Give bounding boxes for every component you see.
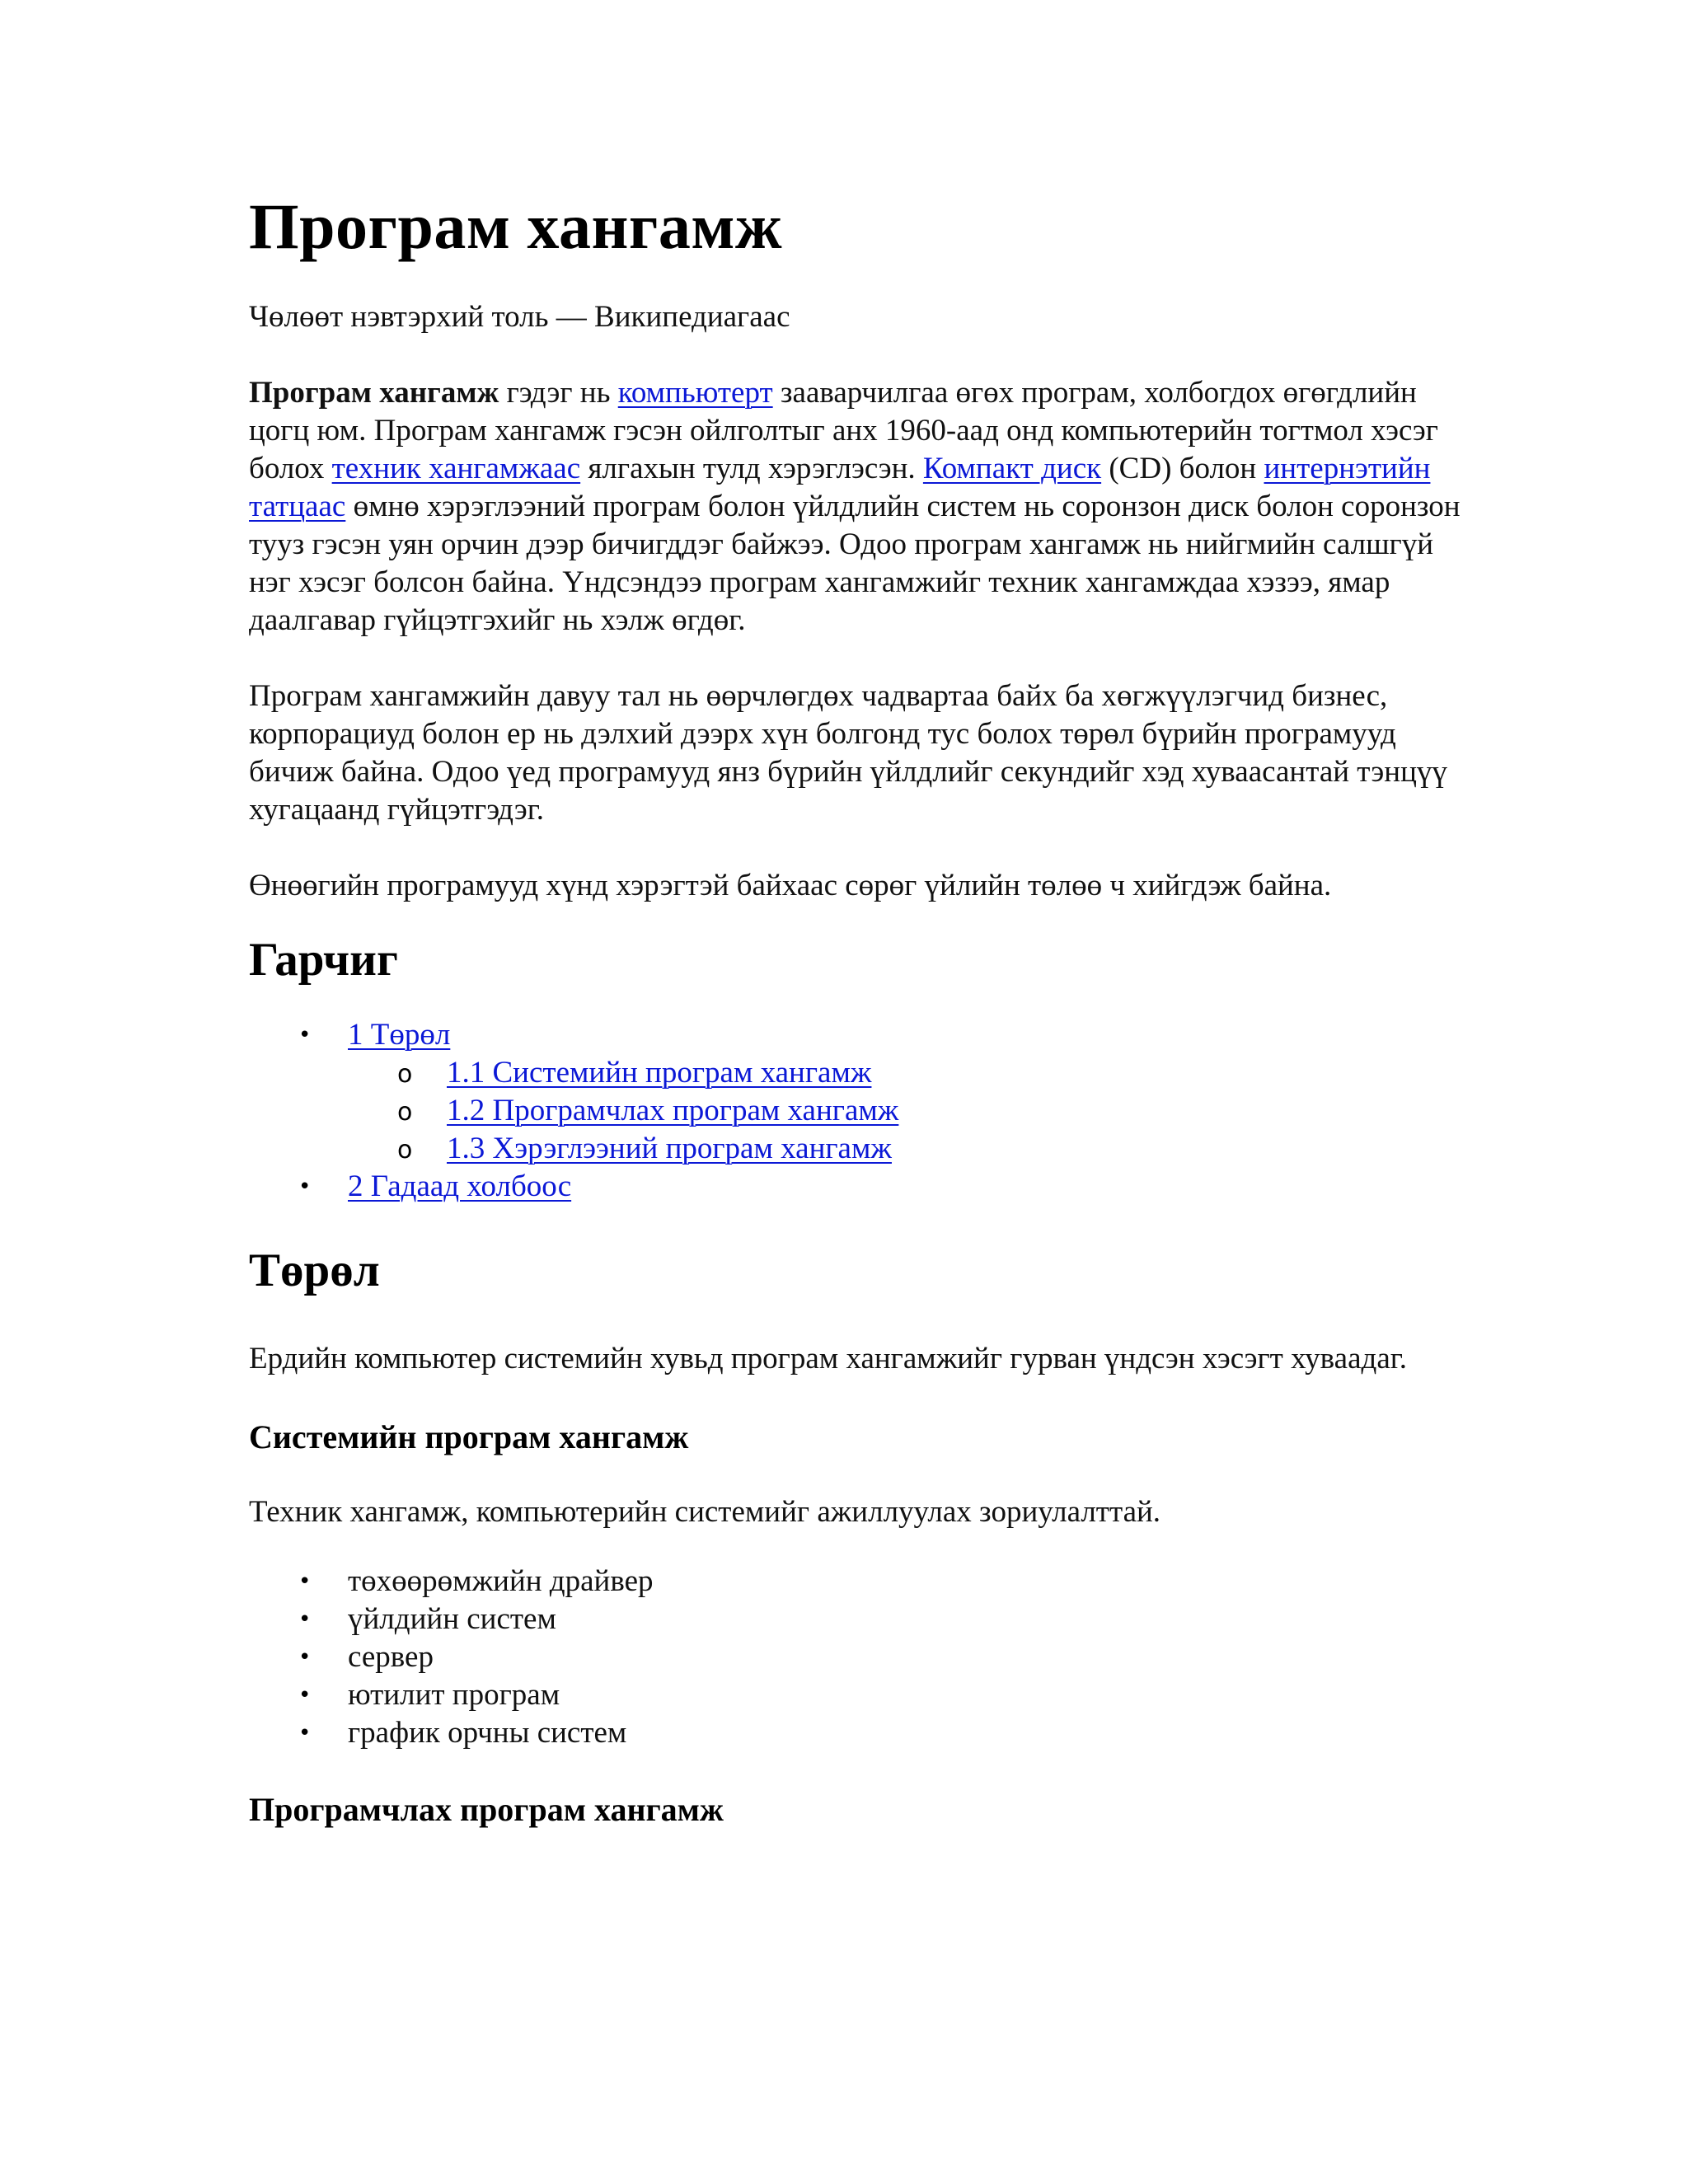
link-computer[interactable]: компьютерт	[617, 376, 773, 410]
toc-link-types[interactable]: 1 Төрөл	[348, 1018, 451, 1052]
section-intro: Ердийн компьютер системийн хувьд програм хангамжийг гурван үндсэн хэсэгт хуваадаг.	[249, 1342, 1408, 1376]
subsection-heading-programming: Програмчлах програм хангамж	[249, 1791, 724, 1828]
bullet-marker: •	[298, 1721, 312, 1746]
article-body	[249, 190, 1469, 1828]
toc-item	[249, 1168, 1469, 1206]
paragraph-advantages: Програм хангамжийн давуу тал нь өөрчлөгдөх чадвартаа байх ба хөгжүүлэгчид бизнес, корпорациуд болон ер нь дэлхий дээрх хүн болгонд тус болох төрөл бүрийн програмууд бичиж байна. Одоо үед програмууд янз бүрийн үйлдлийг секундийг хэд хуваасантай тэнцүү хугацаанд гүйцэтгэдэг.	[249, 679, 1447, 827]
bullet-marker: •	[298, 1645, 312, 1670]
intro-text: гэдэг нь	[499, 376, 618, 410]
toc-item	[249, 1092, 1469, 1130]
toc-link-system-software[interactable]: 1.1 Системийн програм хангамж	[447, 1056, 872, 1090]
link-download[interactable]: татцаас	[249, 490, 346, 523]
bullet-marker: •	[298, 1569, 312, 1594]
bullet-marker: •	[298, 1683, 312, 1708]
intro-text: (CD) болон	[1101, 452, 1264, 485]
toc-heading: Гарчиг	[249, 934, 398, 986]
toc-link-programming-software[interactable]: 1.2 Програмчлах програм хангамж	[447, 1094, 899, 1127]
list-item	[249, 1676, 1469, 1714]
link-internet[interactable]: интернэтийн	[1264, 452, 1431, 485]
list-item	[249, 1601, 1469, 1638]
table-of-contents	[249, 1016, 1469, 1206]
intro-text: ялгахын тулд хэрэглэсэн.	[580, 452, 923, 485]
intro-text: зааварчилгаа өгөх програм, холбогдох өгөгдлийн цогц юм. Програм хангамж гэсэн ойлголтыг анх 1960-аад онд компьютерийн тогтмол хэсэг болох	[249, 376, 1438, 485]
list-item-label: сервер	[348, 1640, 434, 1674]
list-item	[249, 1714, 1469, 1752]
circle-marker: o	[397, 1136, 413, 1165]
circle-marker: o	[397, 1060, 413, 1089]
toc-link-application-software[interactable]: 1.3 Хэрэглээний програм хангамж	[447, 1132, 892, 1165]
paragraph-modern-programs: Өнөөгийн програмууд хүнд хэрэгтэй байхаас сөрөг үйлийн төлөө ч хийгдэж байна.	[249, 869, 1332, 902]
bold-term: Програм хангамж	[249, 376, 499, 410]
bullet-marker: •	[298, 1607, 312, 1632]
link-hardware[interactable]: техник хангамжаас	[331, 452, 581, 485]
list-item-label: график орчны систем	[348, 1716, 627, 1750]
article-subtitle: Чөлөөт нэвтэрхий толь — Википедиагаас	[249, 300, 790, 334]
intro-text: өмнө хэрэглээний програм болон үйлдлийн систем нь соронзон диск болон соронзон тууз гэсэн уян орчин дээр бичигддэг байжээ. Одоо програм хангамж нь нийгмийн салшгүй нэг хэсэг болсон байна. Үндсэндээ програм хангамжийг техник хангамждаа хэзээ, ямар даалгавар гүйцэтгэхийг нь хэлж өгдөг.	[249, 490, 1461, 637]
link-compact-disc[interactable]: Компакт диск	[922, 452, 1102, 485]
list-item-label: төхөөрөмжийн драйвер	[348, 1564, 654, 1598]
toc-item	[249, 1054, 1469, 1092]
page-title: Програм хангамж	[249, 190, 783, 262]
bullet-marker: •	[298, 1023, 312, 1047]
system-software-list	[249, 1563, 1469, 1752]
intro-paragraph	[249, 374, 1469, 640]
list-item	[249, 1563, 1469, 1601]
system-description: Техник хангамж, компьютерийн системийг ажиллуулах зориулалттай.	[249, 1495, 1161, 1529]
section-heading-types: Төрөл	[249, 1244, 380, 1296]
toc-link-external-links[interactable]: 2 Гадаад холбоос	[348, 1169, 572, 1203]
toc-item	[249, 1130, 1469, 1168]
toc-item	[249, 1016, 1469, 1054]
list-item-label: үйлдийн систем	[348, 1602, 556, 1636]
list-item	[249, 1638, 1469, 1676]
subsection-heading-system: Системийн програм хангамж	[249, 1418, 689, 1455]
circle-marker: o	[397, 1098, 413, 1127]
bullet-marker: •	[298, 1174, 312, 1199]
list-item-label: ютилит програм	[348, 1678, 560, 1712]
